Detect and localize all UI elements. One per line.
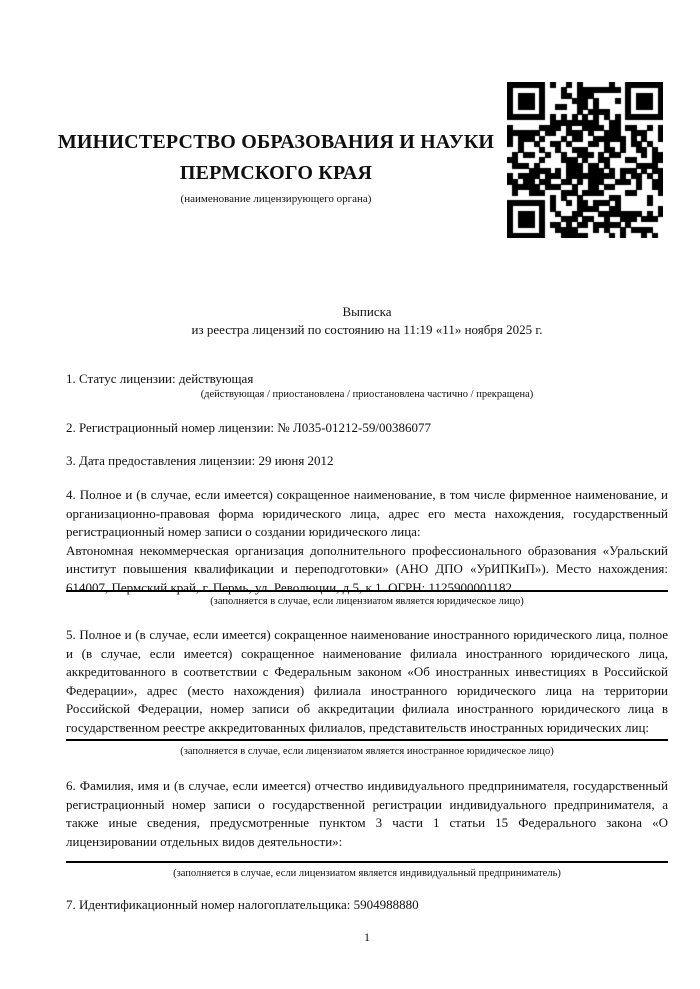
- item-6-underline: [66, 861, 668, 863]
- document-title: [66, 303, 668, 338]
- ministry-name-line1: МИНИСТЕРСТВО ОБРАЗОВАНИЯ И НАУКИ: [57, 131, 495, 153]
- item-5-caption: (заполняется в случае, если лицензиатом является иностранное юридическое лицо): [180, 746, 554, 757]
- item-6-caption: (заполняется в случае, если лицензиатом является индивидуальный предприниматель): [173, 868, 561, 879]
- item-7-taxpayer-id: 7. Идентификационный номер налогоплательщика: 5904988880: [66, 897, 419, 912]
- item-5-underline: [66, 739, 668, 741]
- ministry-caption: (наименование лицензирующего органа): [180, 193, 372, 205]
- item-4-legal-entity: [66, 486, 668, 598]
- item-3-license-grant-date: 3. Дата предоставления лицензии: 29 июня 2012: [66, 453, 334, 468]
- title-line1: Выписка: [342, 304, 392, 319]
- item-4-value: Автономная некоммерческая организация дополнительного профессионального образования «Уральский институт повышения квалификации и переподготовки» (АНО ДПО «УрИПКиП»). Место нахождения: 614007, Пермский край, г. Пермь, ул. Революции, д.5, к.1. ОГРН: 1125900001182.: [66, 542, 668, 595]
- item-4-label: 4. Полное и (в случае, если имеется) сокращенное наименование, в том числе фирменное наименование, и организационно-правовая форма юридического лица, адрес его места нахождения, государственный регистрационный номер записи о создании юридического лица:: [66, 487, 668, 540]
- item-6-individual-entrepreneur: 6. Фамилия, имя и (в случае, если имеется) отчество индивидуального предпринимателя, государственный регистрационный номер записи о государственной регистрации индивидуального предпринимателя, а также иные сведения, предусмотренные пунктом 3 части 1 статьи 15 Федерального закона «О лицензировании отдельных видов деятельности»:: [66, 778, 668, 849]
- title-line2: из реестра лицензий по состоянию на 11:19 «11» ноября 2025 г.: [191, 321, 543, 337]
- item-1-caption: (действующая / приостановлена / приостановлена частично / прекращена): [200, 389, 534, 400]
- item-5-foreign-entity: 5. Полное и (в случае, если имеется) сокращенное наименование иностранного юридического лица, полное и (в случае, если имеется) сокращенное наименование филиала иностранного юридического лица, аккредитованного в соответствии с Федеральным законом «Об иностранных инвестициях в Российской Федерации», адрес (место нахождения) филиала иностранного юридического лица на территории Российской Федерации, номер записи об аккредитации филиала иностранного юридического лица в государственном реестре аккредитованных филиалов, представительств иностранных юридических лиц:: [66, 627, 668, 735]
- item-1-license-status: 1. Статус лицензии: действующая: [66, 371, 254, 386]
- item-4-caption: (заполняется в случае, если лицензиатом является юридическое лицо): [210, 596, 524, 607]
- page-number: 1: [364, 930, 370, 944]
- ministry-name-line2: ПЕРМСКОГО КРАЯ: [179, 162, 373, 184]
- item-4-underline: [66, 590, 668, 592]
- qr-code: [507, 82, 663, 238]
- item-2-registration-number: 2. Регистрационный номер лицензии: № Л035-01212-59/00386077: [66, 420, 432, 435]
- licensing-authority-header: [56, 127, 496, 206]
